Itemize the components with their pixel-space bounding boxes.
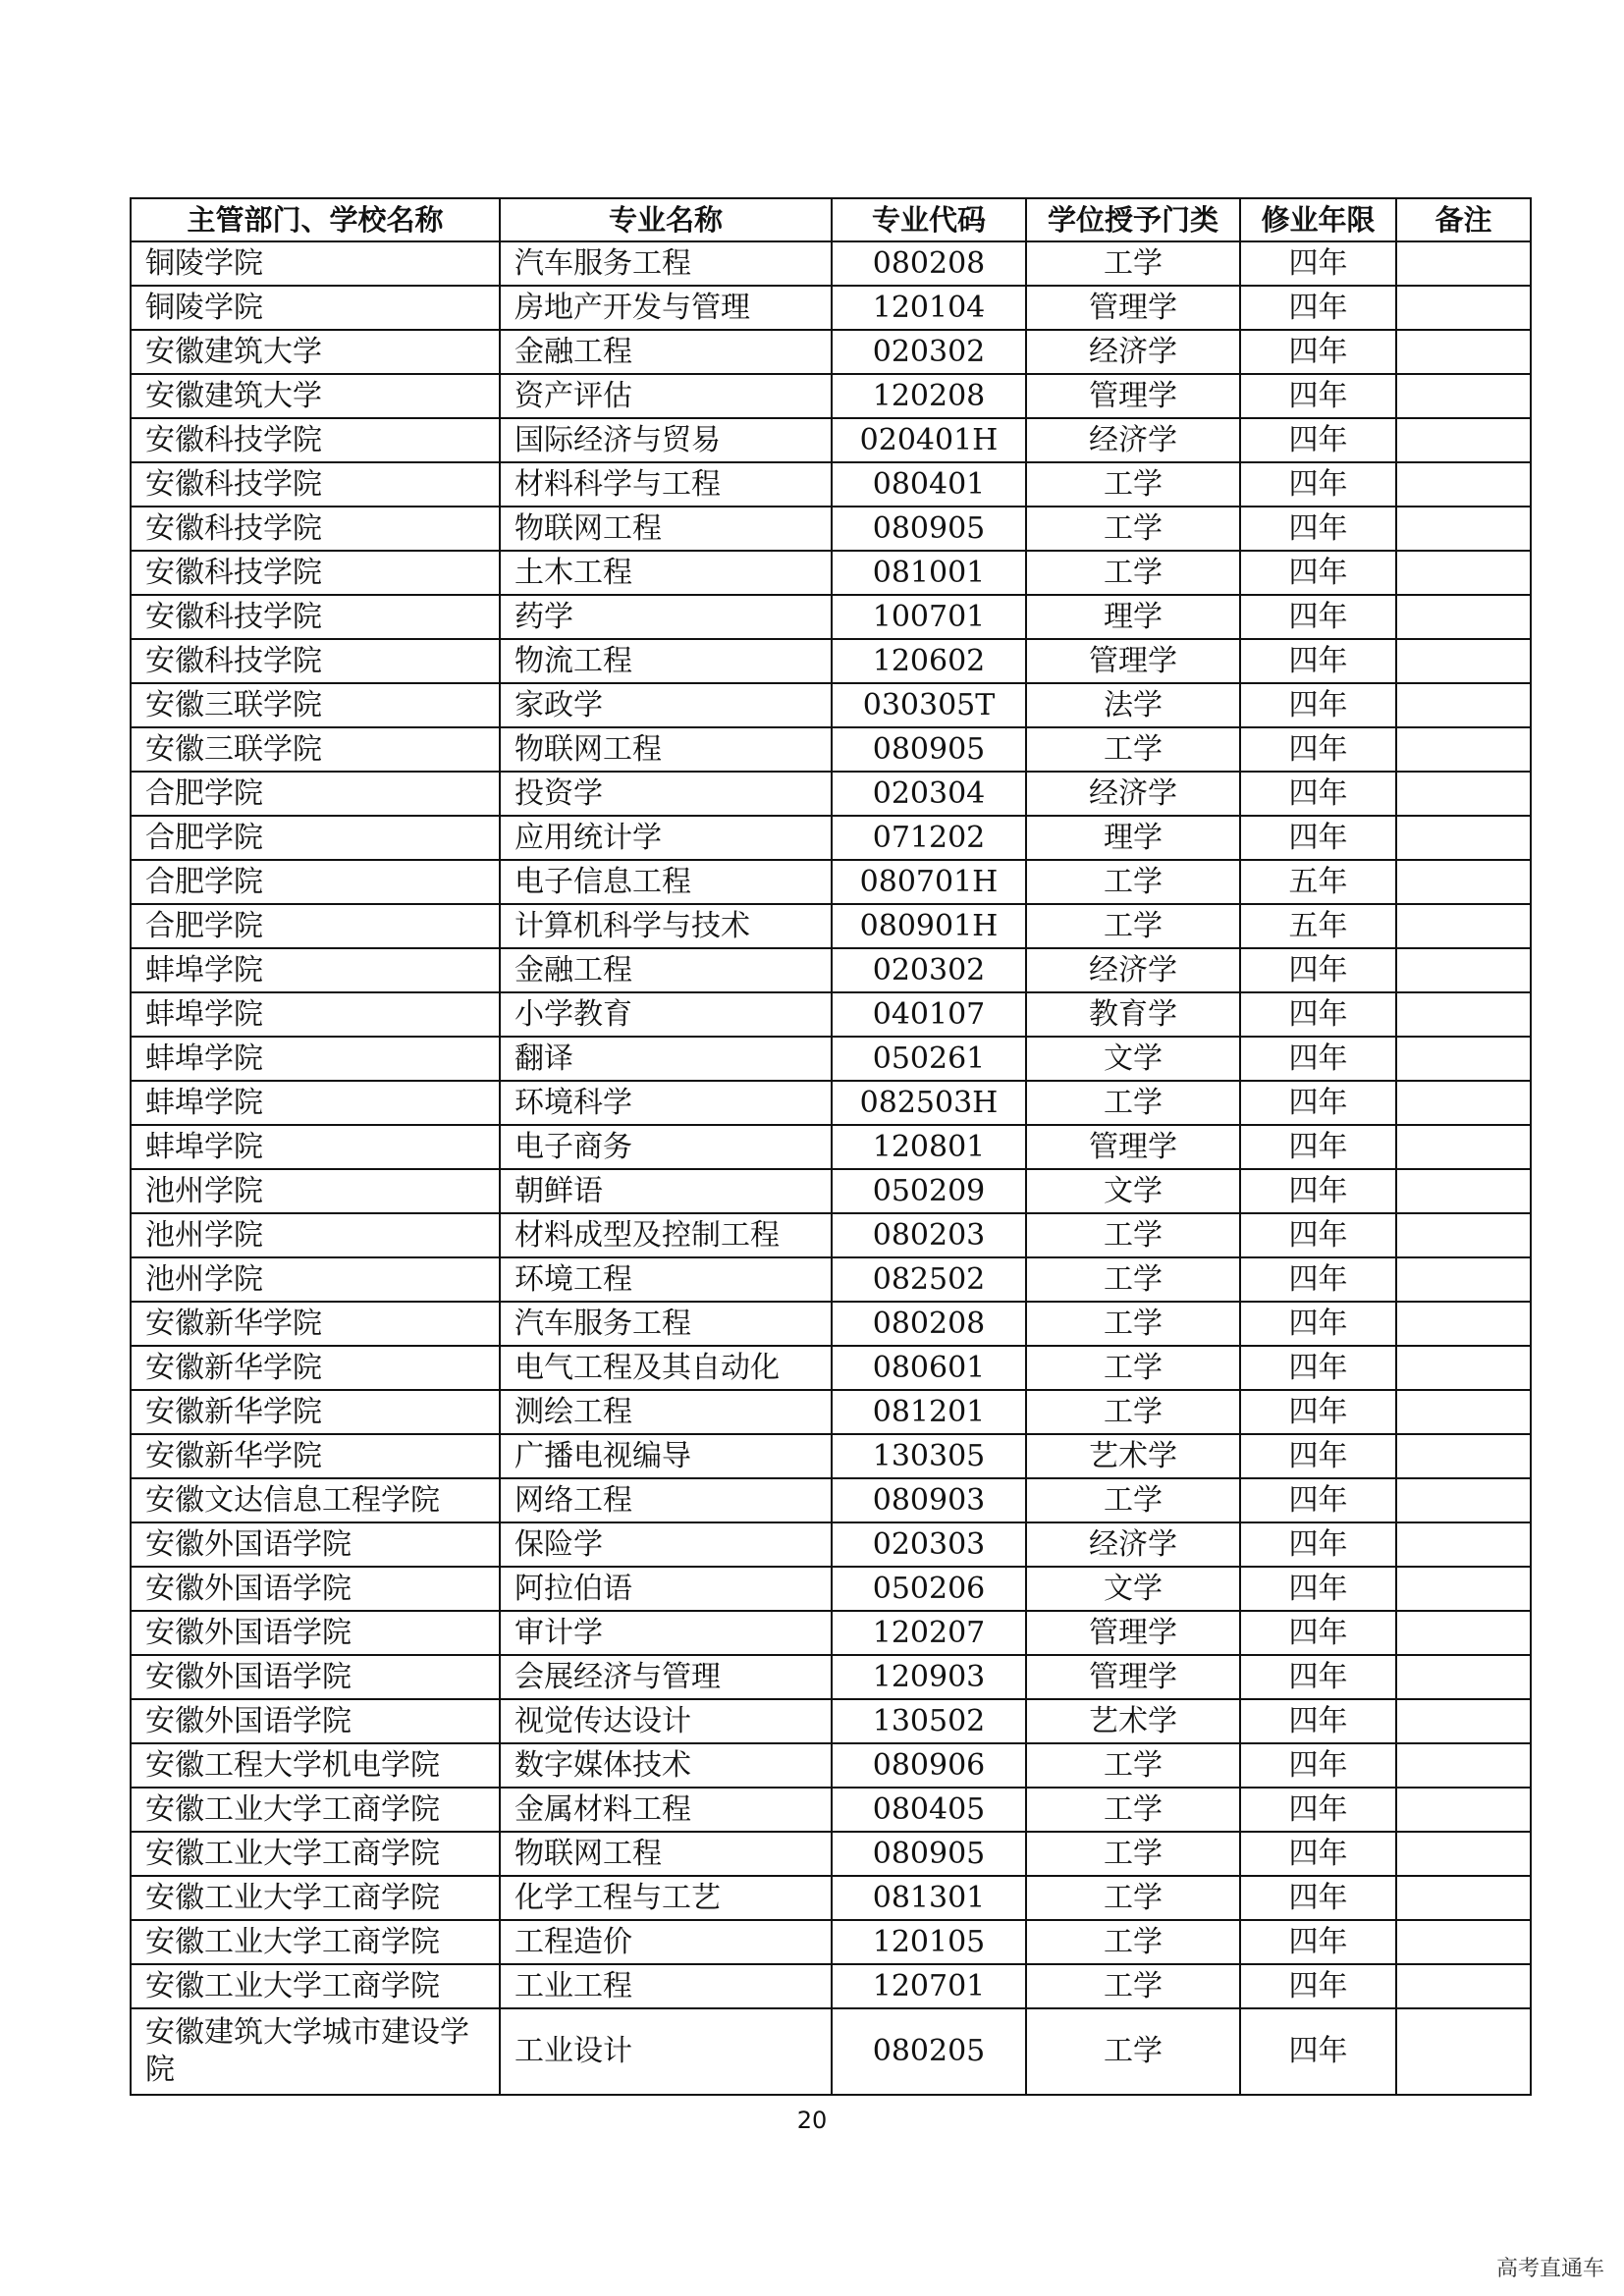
duration-cell: 四年: [1240, 1743, 1396, 1788]
duration-cell: 四年: [1240, 330, 1396, 374]
remarks-cell: [1396, 507, 1531, 551]
school-cell: 合肥学院: [131, 904, 500, 948]
page-number: 20: [796, 2107, 828, 2134]
degree-category-cell: 管理学: [1026, 374, 1240, 418]
degree-category-cell: 工学: [1026, 1876, 1240, 1920]
major-name-cell: 物联网工程: [500, 1832, 832, 1876]
school-cell: 安徽建筑大学城市建设学院: [131, 2008, 500, 2095]
duration-cell: 四年: [1240, 1257, 1396, 1302]
major-name-cell: 土木工程: [500, 551, 832, 595]
degree-category-cell: 经济学: [1026, 1522, 1240, 1567]
degree-category-cell: 工学: [1026, 1081, 1240, 1125]
degree-category-cell: 工学: [1026, 1213, 1240, 1257]
remarks-cell: [1396, 1876, 1531, 1920]
major-code-cell: 080905: [832, 1832, 1026, 1876]
school-cell: 安徽建筑大学: [131, 330, 500, 374]
major-code-cell: 080905: [832, 507, 1026, 551]
duration-cell: 五年: [1240, 860, 1396, 904]
degree-category-cell: 管理学: [1026, 1611, 1240, 1655]
duration-cell: 四年: [1240, 816, 1396, 860]
degree-category-cell: 工学: [1026, 1788, 1240, 1832]
table-row: [131, 241, 1531, 286]
remarks-cell: [1396, 1611, 1531, 1655]
school-cell: 安徽科技学院: [131, 507, 500, 551]
school-cell: 蚌埠学院: [131, 948, 500, 992]
school-cell: 安徽新华学院: [131, 1302, 500, 1346]
remarks-cell: [1396, 462, 1531, 507]
school-cell: 安徽科技学院: [131, 462, 500, 507]
table-row: [131, 1964, 1531, 2008]
remarks-cell: [1396, 727, 1531, 772]
table-row: [131, 1125, 1531, 1169]
header-duration: 修业年限: [1240, 198, 1396, 241]
major-name-cell: 工业设计: [500, 2008, 832, 2095]
table-row: [131, 992, 1531, 1037]
remarks-cell: [1396, 992, 1531, 1037]
remarks-cell: [1396, 1169, 1531, 1213]
school-cell: 铜陵学院: [131, 286, 500, 330]
duration-cell: 四年: [1240, 595, 1396, 639]
table-row: [131, 595, 1531, 639]
major-code-cell: 120105: [832, 1920, 1026, 1964]
degree-category-cell: 工学: [1026, 1832, 1240, 1876]
school-cell: 蚌埠学院: [131, 1081, 500, 1125]
degree-category-cell: 工学: [1026, 241, 1240, 286]
duration-cell: 四年: [1240, 1434, 1396, 1478]
degree-category-cell: 管理学: [1026, 1125, 1240, 1169]
remarks-cell: [1396, 1390, 1531, 1434]
major-name-cell: 应用统计学: [500, 816, 832, 860]
degree-category-cell: 工学: [1026, 1390, 1240, 1434]
table-row: [131, 1257, 1531, 1302]
table-row: [131, 1743, 1531, 1788]
duration-cell: 四年: [1240, 1699, 1396, 1743]
major-name-cell: 房地产开发与管理: [500, 286, 832, 330]
header-major-name: 专业名称: [500, 198, 832, 241]
school-cell: 安徽三联学院: [131, 727, 500, 772]
major-name-cell: 保险学: [500, 1522, 832, 1567]
school-cell: 安徽工业大学工商学院: [131, 1876, 500, 1920]
duration-cell: 五年: [1240, 904, 1396, 948]
school-cell: 蚌埠学院: [131, 992, 500, 1037]
major-code-cell: 082502: [832, 1257, 1026, 1302]
school-cell: 安徽科技学院: [131, 595, 500, 639]
duration-cell: 四年: [1240, 286, 1396, 330]
duration-cell: 四年: [1240, 1567, 1396, 1611]
header-remarks: 备注: [1396, 198, 1531, 241]
duration-cell: 四年: [1240, 992, 1396, 1037]
school-cell: 安徽科技学院: [131, 639, 500, 683]
major-name-cell: 测绘工程: [500, 1390, 832, 1434]
remarks-cell: [1396, 241, 1531, 286]
major-name-cell: 朝鲜语: [500, 1169, 832, 1213]
remarks-cell: [1396, 1478, 1531, 1522]
duration-cell: 四年: [1240, 1037, 1396, 1081]
school-cell: 池州学院: [131, 1213, 500, 1257]
remarks-cell: [1396, 904, 1531, 948]
major-name-cell: 汽车服务工程: [500, 241, 832, 286]
degree-category-cell: 经济学: [1026, 330, 1240, 374]
duration-cell: 四年: [1240, 1964, 1396, 2008]
school-cell: 安徽文达信息工程学院: [131, 1478, 500, 1522]
duration-cell: 四年: [1240, 551, 1396, 595]
major-code-cell: 080701H: [832, 860, 1026, 904]
major-code-cell: 080208: [832, 1302, 1026, 1346]
table-row: [131, 1611, 1531, 1655]
major-code-cell: 080203: [832, 1213, 1026, 1257]
school-cell: 安徽外国语学院: [131, 1522, 500, 1567]
duration-cell: 四年: [1240, 507, 1396, 551]
remarks-cell: [1396, 1655, 1531, 1699]
duration-cell: 四年: [1240, 1920, 1396, 1964]
degree-category-cell: 工学: [1026, 1257, 1240, 1302]
table-row: [131, 507, 1531, 551]
degree-category-cell: 理学: [1026, 816, 1240, 860]
degree-category-cell: 经济学: [1026, 948, 1240, 992]
degree-category-cell: 工学: [1026, 551, 1240, 595]
major-name-cell: 环境工程: [500, 1257, 832, 1302]
table-row: [131, 330, 1531, 374]
major-name-cell: 化学工程与工艺: [500, 1876, 832, 1920]
table-row: [131, 683, 1531, 727]
table-row: [131, 462, 1531, 507]
remarks-cell: [1396, 1964, 1531, 2008]
table-row: [131, 860, 1531, 904]
duration-cell: 四年: [1240, 418, 1396, 462]
school-cell: 蚌埠学院: [131, 1125, 500, 1169]
degree-category-cell: 工学: [1026, 1964, 1240, 2008]
duration-cell: 四年: [1240, 374, 1396, 418]
table-row: [131, 948, 1531, 992]
major-code-cell: 080901H: [832, 904, 1026, 948]
table-row: [131, 1302, 1531, 1346]
major-name-cell: 数字媒体技术: [500, 1743, 832, 1788]
major-code-cell: 020304: [832, 772, 1026, 816]
major-name-cell: 网络工程: [500, 1478, 832, 1522]
remarks-cell: [1396, 639, 1531, 683]
major-name-cell: 物流工程: [500, 639, 832, 683]
major-name-cell: 电气工程及其自动化: [500, 1346, 832, 1390]
watermark: 高考直通车: [1495, 2257, 1604, 2281]
school-cell: 池州学院: [131, 1169, 500, 1213]
major-code-cell: 040107: [832, 992, 1026, 1037]
major-name-cell: 电子商务: [500, 1125, 832, 1169]
duration-cell: 四年: [1240, 1169, 1396, 1213]
table-row: [131, 2008, 1531, 2095]
remarks-cell: [1396, 2008, 1531, 2095]
remarks-cell: [1396, 1699, 1531, 1743]
major-name-cell: 阿拉伯语: [500, 1567, 832, 1611]
major-code-cell: 120208: [832, 374, 1026, 418]
major-name-cell: 工程造价: [500, 1920, 832, 1964]
major-code-cell: 100701: [832, 595, 1026, 639]
remarks-cell: [1396, 374, 1531, 418]
major-code-cell: 120801: [832, 1125, 1026, 1169]
duration-cell: 四年: [1240, 1655, 1396, 1699]
school-cell: 安徽工业大学工商学院: [131, 1964, 500, 2008]
major-code-cell: 050206: [832, 1567, 1026, 1611]
table-row: [131, 639, 1531, 683]
table-row: [131, 816, 1531, 860]
major-code-cell: 050209: [832, 1169, 1026, 1213]
school-cell: 安徽工程大学机电学院: [131, 1743, 500, 1788]
remarks-cell: [1396, 1257, 1531, 1302]
remarks-cell: [1396, 772, 1531, 816]
major-code-cell: 030305T: [832, 683, 1026, 727]
duration-cell: 四年: [1240, 1125, 1396, 1169]
major-code-cell: 082503H: [832, 1081, 1026, 1125]
degree-category-cell: 工学: [1026, 1346, 1240, 1390]
table-row: [131, 551, 1531, 595]
major-name-cell: 材料成型及控制工程: [500, 1213, 832, 1257]
degree-category-cell: 理学: [1026, 595, 1240, 639]
school-cell: 安徽外国语学院: [131, 1699, 500, 1743]
school-cell: 安徽建筑大学: [131, 374, 500, 418]
degree-category-cell: 艺术学: [1026, 1434, 1240, 1478]
degree-category-cell: 工学: [1026, 462, 1240, 507]
duration-cell: 四年: [1240, 1390, 1396, 1434]
remarks-cell: [1396, 1567, 1531, 1611]
table-row: [131, 1213, 1531, 1257]
table-row: [131, 1920, 1531, 1964]
major-name-cell: 金属材料工程: [500, 1788, 832, 1832]
major-code-cell: 130502: [832, 1699, 1026, 1743]
school-cell: 蚌埠学院: [131, 1037, 500, 1081]
remarks-cell: [1396, 860, 1531, 904]
remarks-cell: [1396, 551, 1531, 595]
school-cell: 安徽新华学院: [131, 1390, 500, 1434]
school-cell: 安徽工业大学工商学院: [131, 1788, 500, 1832]
major-code-cell: 120104: [832, 286, 1026, 330]
table-row: [131, 1567, 1531, 1611]
major-code-cell: 080208: [832, 241, 1026, 286]
major-name-cell: 审计学: [500, 1611, 832, 1655]
duration-cell: 四年: [1240, 1522, 1396, 1567]
major-name-cell: 投资学: [500, 772, 832, 816]
table-row: [131, 1832, 1531, 1876]
remarks-cell: [1396, 1081, 1531, 1125]
major-name-cell: 电子信息工程: [500, 860, 832, 904]
major-name-cell: 汽车服务工程: [500, 1302, 832, 1346]
duration-cell: 四年: [1240, 772, 1396, 816]
degree-category-cell: 工学: [1026, 727, 1240, 772]
remarks-cell: [1396, 1788, 1531, 1832]
major-name-cell: 金融工程: [500, 330, 832, 374]
school-cell: 铜陵学院: [131, 241, 500, 286]
major-name-cell: 药学: [500, 595, 832, 639]
degree-category-cell: 法学: [1026, 683, 1240, 727]
major-code-cell: 080905: [832, 727, 1026, 772]
major-code-cell: 120903: [832, 1655, 1026, 1699]
table-row: [131, 1699, 1531, 1743]
remarks-cell: [1396, 1346, 1531, 1390]
table-row: [131, 1478, 1531, 1522]
remarks-cell: [1396, 1125, 1531, 1169]
table-row: [131, 1655, 1531, 1699]
major-code-cell: 081301: [832, 1876, 1026, 1920]
major-name-cell: 小学教育: [500, 992, 832, 1037]
duration-cell: 四年: [1240, 1213, 1396, 1257]
school-cell: 安徽外国语学院: [131, 1567, 500, 1611]
school-cell: 安徽工业大学工商学院: [131, 1920, 500, 1964]
table-row: [131, 1081, 1531, 1125]
major-code-cell: 050261: [832, 1037, 1026, 1081]
school-cell: 安徽外国语学院: [131, 1655, 500, 1699]
duration-cell: 四年: [1240, 683, 1396, 727]
remarks-cell: [1396, 1302, 1531, 1346]
major-code-cell: 020302: [832, 330, 1026, 374]
major-code-cell: 080903: [832, 1478, 1026, 1522]
remarks-cell: [1396, 595, 1531, 639]
duration-cell: 四年: [1240, 948, 1396, 992]
table-row: [131, 286, 1531, 330]
table-header-row: [131, 198, 1531, 241]
duration-cell: 四年: [1240, 1788, 1396, 1832]
major-name-cell: 资产评估: [500, 374, 832, 418]
duration-cell: 四年: [1240, 1611, 1396, 1655]
school-cell: 合肥学院: [131, 860, 500, 904]
major-name-cell: 国际经济与贸易: [500, 418, 832, 462]
school-cell: 池州学院: [131, 1257, 500, 1302]
major-name-cell: 材料科学与工程: [500, 462, 832, 507]
degree-category-cell: 工学: [1026, 860, 1240, 904]
degree-category-cell: 工学: [1026, 1743, 1240, 1788]
degree-category-cell: 管理学: [1026, 1655, 1240, 1699]
duration-cell: 四年: [1240, 1346, 1396, 1390]
remarks-cell: [1396, 1434, 1531, 1478]
major-name-cell: 物联网工程: [500, 507, 832, 551]
major-code-cell: 080401: [832, 462, 1026, 507]
degree-category-cell: 艺术学: [1026, 1699, 1240, 1743]
duration-cell: 四年: [1240, 1081, 1396, 1125]
major-code-cell: 080205: [832, 2008, 1026, 2095]
major-code-cell: 120602: [832, 639, 1026, 683]
major-name-cell: 环境科学: [500, 1081, 832, 1125]
degree-category-cell: 工学: [1026, 904, 1240, 948]
major-name-cell: 视觉传达设计: [500, 1699, 832, 1743]
majors-table: [130, 197, 1532, 2096]
remarks-cell: [1396, 683, 1531, 727]
duration-cell: 四年: [1240, 727, 1396, 772]
degree-category-cell: 管理学: [1026, 286, 1240, 330]
table-row: [131, 418, 1531, 462]
duration-cell: 四年: [1240, 639, 1396, 683]
remarks-cell: [1396, 948, 1531, 992]
table-row: [131, 374, 1531, 418]
degree-category-cell: 经济学: [1026, 418, 1240, 462]
major-name-cell: 翻译: [500, 1037, 832, 1081]
table-row: [131, 1169, 1531, 1213]
remarks-cell: [1396, 1037, 1531, 1081]
major-code-cell: 020401H: [832, 418, 1026, 462]
table-row: [131, 1876, 1531, 1920]
table-row: [131, 1434, 1531, 1478]
degree-category-cell: 经济学: [1026, 772, 1240, 816]
remarks-cell: [1396, 1920, 1531, 1964]
duration-cell: 四年: [1240, 1876, 1396, 1920]
degree-category-cell: 工学: [1026, 1302, 1240, 1346]
major-name-cell: 计算机科学与技术: [500, 904, 832, 948]
table-row: [131, 772, 1531, 816]
degree-category-cell: 管理学: [1026, 639, 1240, 683]
school-cell: 安徽三联学院: [131, 683, 500, 727]
major-code-cell: 120207: [832, 1611, 1026, 1655]
major-code-cell: 081001: [832, 551, 1026, 595]
remarks-cell: [1396, 1743, 1531, 1788]
table-row: [131, 904, 1531, 948]
major-code-cell: 080601: [832, 1346, 1026, 1390]
table-row: [131, 1522, 1531, 1567]
table-row: [131, 1037, 1531, 1081]
remarks-cell: [1396, 1213, 1531, 1257]
degree-category-cell: 教育学: [1026, 992, 1240, 1037]
school-cell: 安徽科技学院: [131, 418, 500, 462]
major-code-cell: 071202: [832, 816, 1026, 860]
major-code-cell: 020302: [832, 948, 1026, 992]
major-code-cell: 080906: [832, 1743, 1026, 1788]
school-cell: 合肥学院: [131, 816, 500, 860]
major-code-cell: 080405: [832, 1788, 1026, 1832]
degree-category-cell: 工学: [1026, 1920, 1240, 1964]
header-degree-category: 学位授予门类: [1026, 198, 1240, 241]
duration-cell: 四年: [1240, 1478, 1396, 1522]
degree-category-cell: 工学: [1026, 507, 1240, 551]
degree-category-cell: 工学: [1026, 1478, 1240, 1522]
table-row: [131, 1390, 1531, 1434]
major-name-cell: 金融工程: [500, 948, 832, 992]
remarks-cell: [1396, 418, 1531, 462]
degree-category-cell: 工学: [1026, 2008, 1240, 2095]
remarks-cell: [1396, 286, 1531, 330]
major-name-cell: 工业工程: [500, 1964, 832, 2008]
remarks-cell: [1396, 816, 1531, 860]
major-name-cell: 会展经济与管理: [500, 1655, 832, 1699]
major-code-cell: 020303: [832, 1522, 1026, 1567]
school-cell: 合肥学院: [131, 772, 500, 816]
degree-category-cell: 文学: [1026, 1037, 1240, 1081]
header-school: 主管部门、学校名称: [131, 198, 500, 241]
major-name-cell: 家政学: [500, 683, 832, 727]
table-body: [131, 241, 1531, 2095]
duration-cell: 四年: [1240, 1832, 1396, 1876]
school-cell: 安徽科技学院: [131, 551, 500, 595]
duration-cell: 四年: [1240, 1302, 1396, 1346]
major-name-cell: 物联网工程: [500, 727, 832, 772]
school-cell: 安徽新华学院: [131, 1434, 500, 1478]
remarks-cell: [1396, 330, 1531, 374]
table-row: [131, 1346, 1531, 1390]
table-row: [131, 1788, 1531, 1832]
degree-category-cell: 文学: [1026, 1169, 1240, 1213]
major-code-cell: 130305: [832, 1434, 1026, 1478]
school-cell: 安徽新华学院: [131, 1346, 500, 1390]
major-code-cell: 081201: [832, 1390, 1026, 1434]
major-code-cell: 120701: [832, 1964, 1026, 2008]
duration-cell: 四年: [1240, 2008, 1396, 2095]
header-major-code: 专业代码: [832, 198, 1026, 241]
duration-cell: 四年: [1240, 462, 1396, 507]
degree-category-cell: 文学: [1026, 1567, 1240, 1611]
remarks-cell: [1396, 1522, 1531, 1567]
table-row: [131, 727, 1531, 772]
major-name-cell: 广播电视编导: [500, 1434, 832, 1478]
school-cell: 安徽工业大学工商学院: [131, 1832, 500, 1876]
remarks-cell: [1396, 1832, 1531, 1876]
duration-cell: 四年: [1240, 241, 1396, 286]
school-cell: 安徽外国语学院: [131, 1611, 500, 1655]
